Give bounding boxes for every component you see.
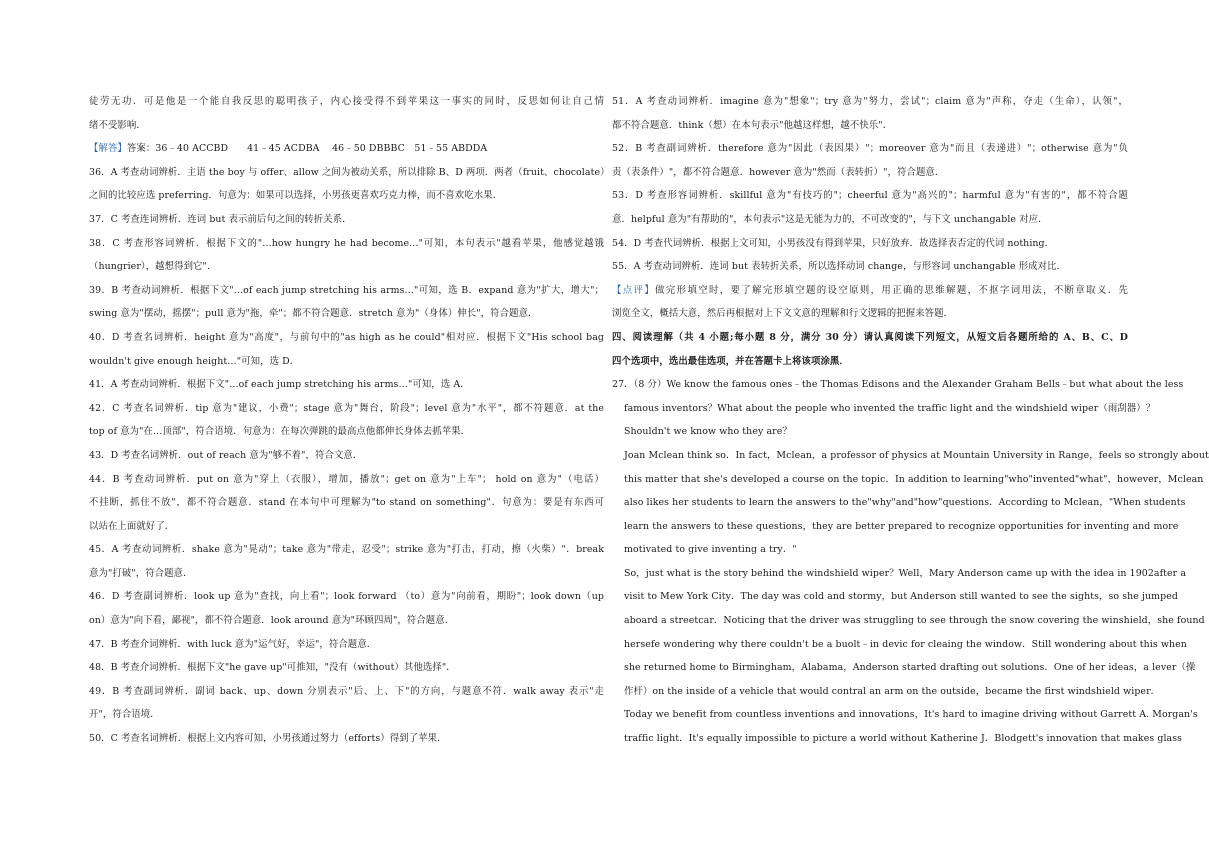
text-line xyxy=(89,137,604,161)
text-line xyxy=(89,538,604,562)
line-text: traffic light．It's equally impossible to picture a world without Katherine J．Blodgett's innovation that makes glass xyxy=(624,733,1183,745)
line-text: 46．D 考查副词辨析．look up 意为"查找，向上看"；look forward （to）意为"向前看，期盼"；look down（up xyxy=(89,591,604,603)
line-text: 47．B 考查介词辨析．with luck 意为"运气好，幸运"，符合题意． xyxy=(89,638,377,650)
text-line xyxy=(89,326,604,350)
line-text: 都不符合题意．think（想）在本句表示"他越这样想，越不快乐"． xyxy=(612,119,893,131)
text-line xyxy=(89,255,604,279)
line-text: 53．D 考查形容词辨析．skillful 意为"有技巧的"；cheerful 意为"高兴的"；harmful 意为"有害的"，都不符合题 xyxy=(612,190,1128,202)
line-text: 52．B 考查副词辨析．therefore 意为"因此（表因果）"；moreover 意为"而且（表递进）"；otherwise 意为"负 xyxy=(612,143,1128,155)
text-line xyxy=(89,302,604,326)
line-text: also likes her students to learn the answers to the"why"and"how"questions．According to Mclean，"When students xyxy=(624,497,1186,509)
line-text: hersefe wondering why there couldn't be a buolt﹣in devic for cleaing the window．Still wondering about this when xyxy=(624,638,1187,650)
text-line xyxy=(612,373,1184,397)
line-text: famous inventors？What about the people who invented the traffic light and the windshield wiper（雨刮器）？ xyxy=(624,402,1156,414)
text-line xyxy=(89,633,604,657)
text-line xyxy=(89,208,604,232)
text-line xyxy=(612,444,1209,468)
text-line xyxy=(612,420,1128,444)
line-text: on）意为"向下看，鄙视"，都不符合题意．look around 意为"环顾四周"，符合题意． xyxy=(89,615,455,627)
line-text: aboard a streetcar．Noticing that the driver was struggling to see through the snow covering the winshield，she found xyxy=(624,615,1205,627)
text-line xyxy=(612,515,1179,539)
section-tag: 【点评】 xyxy=(612,284,656,296)
line-text: 四、阅读理解（共 4 小题;每小题 8 分，满分 30 分）请认真阅读下列短文，从短文后各题所给的 A、B、C、D xyxy=(612,331,1128,343)
text-line xyxy=(612,656,1196,680)
text-line xyxy=(89,562,604,586)
line-text: top of 意为"在…顶部"，符合语境．句意为：在每次弹跳的最高点他都伸长身体去抓苹果． xyxy=(89,426,471,438)
line-text: swing 意为"摆动，摇摆"；pull 意为"拖，牵"；都不符合题意．stretch 意为"（身体）伸长"，符合题意． xyxy=(89,308,538,320)
line-text: Shouldn't we know who they are？ xyxy=(624,426,792,438)
text-line xyxy=(89,491,604,515)
line-text: 开"，符合语境． xyxy=(89,709,160,721)
text-line xyxy=(89,468,604,492)
text-line xyxy=(612,727,1183,751)
text-line xyxy=(612,302,1128,326)
line-text: （hungrier），越想得到它". xyxy=(89,261,211,273)
line-text: 42．C 考查名词辨析．tip 意为"建议，小费"；stage 意为"舞台，阶段"；level 意为"水平"，都不符题意．at the xyxy=(89,402,604,414)
text-line xyxy=(89,703,604,727)
text-line xyxy=(89,373,604,397)
line-text: visit to Mew York City．The day was cold and stormy，but Anderson still wanted to see the sights，so she jumped xyxy=(624,591,1179,603)
line-text: 以站在上面就好了． xyxy=(89,520,175,532)
line-text: 44．B 考查动词辨析．put on 意为"穿上（衣服），增加，播放"；get on 意为"上车"； hold on 意为"（电话） xyxy=(89,473,604,485)
line-text: 39．B 考查动词辨析．根据下文"…of each jump stretching his arms…"可知，选 B．expand 意为"扩大，增大"； xyxy=(89,284,604,296)
text-line xyxy=(612,114,1128,138)
line-text: Today we benefit from countless inventions and innovations，It's hard to imagine driving without Garrett A. Morgan's xyxy=(624,709,1198,721)
right-column xyxy=(612,90,1209,751)
line-text: 41．A 考查动词辨析．根据下文"…of each jump stretching his arms…"可知，选 A． xyxy=(89,379,470,391)
text-line xyxy=(612,703,1198,727)
text-line xyxy=(89,727,604,751)
text-line xyxy=(89,114,604,138)
text-line xyxy=(89,397,604,421)
line-text: 做完形填空时，要了解完形填空题的设空原则，用正确的思维解题，不抠字词用法，不断章取义．先 xyxy=(655,284,1128,296)
line-text: 答案：36﹣40 ACCBD 41﹣45 ACDBA 46﹣50 DBBBC 51﹣55 ABDDA xyxy=(126,143,488,155)
text-line xyxy=(612,232,1128,256)
line-text: 之间的比较应选 preferring．句意为：如果可以选择，小男孩更喜欢巧克力棒，而不喜欢吃水果． xyxy=(89,190,503,202)
text-line xyxy=(612,184,1128,208)
line-text: motivated to give inventing a try．" xyxy=(624,544,797,556)
line-text: 38．C 考查形容词辨析．根据下文的"…how hungry he had become…"可知，本句表示"越看苹果，他感觉越饿 xyxy=(89,237,604,249)
line-text: 51．A 考查动词辨析．imagine 意为"想象"；try 意为"努力，尝试"；claim 意为"声称，夺走（生命），认领"， xyxy=(612,96,1128,107)
text-line xyxy=(612,208,1128,232)
text-line xyxy=(89,515,604,539)
text-line xyxy=(89,184,604,208)
line-text: 意为"打破"，符合题意． xyxy=(89,567,193,579)
line-text: wouldn't give enough height…"可知，选 D． xyxy=(89,355,300,367)
text-line xyxy=(612,468,1204,492)
text-line xyxy=(612,585,1179,609)
text-line xyxy=(89,161,610,185)
section-tag: 【解答】 xyxy=(89,143,127,155)
line-text: 不挂断，抓住不放"，都不符合题意．stand 在本句中可理解为"to stand on something"．句意为：要是有东西可 xyxy=(89,497,604,509)
line-text: 四个选项中，选出最佳选项，并在答题卡上将该项涂黑． xyxy=(612,355,849,367)
text-line xyxy=(612,491,1186,515)
text-line xyxy=(612,137,1128,161)
line-text: 48．B 考查介词辨析．根据下文"he gave up"可推知，"没有（without）其他选择"． xyxy=(89,662,456,674)
line-text: 责（表条件）"，都不符合题意．however 意为"然而（表转折）"，符合题意． xyxy=(612,166,945,178)
line-text: this matter that she's developed a course on the topic．In addition to learning"who"invented"what"，however，Mclean xyxy=(624,473,1204,485)
text-line xyxy=(612,538,1128,562)
text-line xyxy=(612,90,1128,114)
line-text: 徒劳无功．可是他是一个能自我反思的聪明孩子，内心接受得不到苹果这一事实的同时，反思如何让自己情 xyxy=(89,96,604,107)
text-line xyxy=(612,255,1128,279)
line-text: 浏览全文，概括大意，然后再根据对上下文文意的理解和行文逻辑的把握来答题． xyxy=(612,308,954,320)
line-text: 37．C 考查连词辨析．连词 but 表示前后句之间的转折关系． xyxy=(89,213,352,225)
line-text: So，just what is the story behind the windshield wiper？Well，Mary Anderson came up with the idea in 1902after a xyxy=(624,567,1187,579)
text-line xyxy=(89,656,604,680)
text-line xyxy=(89,680,604,704)
line-text: 意．helpful 意为"有帮助的"，本句表示"这是无能为力的，不可改变的"，与下文 unchangable 对应． xyxy=(612,213,1048,225)
text-line xyxy=(612,680,1161,704)
text-line xyxy=(612,161,1128,185)
text-line xyxy=(89,232,604,256)
line-text: 55．A 考查动词辨析．连词 but 表转折关系，所以选择动词 change，与形容词 unchangable 形成对比． xyxy=(612,261,1067,273)
line-text: 40．D 考查名词辨析．height 意为"高度"，与前句中的"as high as he could"相对应．根据下文"His school bag xyxy=(89,331,604,343)
text-line xyxy=(89,279,604,303)
line-text: 54．D 考查代词辨析．根据上文可知，小男孩没有得到苹果，只好放弃．故选择表否定的代词 nothing． xyxy=(612,237,1055,249)
text-line xyxy=(89,420,604,444)
line-text: 作杆）on the inside of a vehicle that would contral an arm on the outside，became the first windshield wiper． xyxy=(624,685,1161,697)
text-line xyxy=(89,585,604,609)
line-text: 绪不受影响． xyxy=(89,119,146,131)
line-text: 49．B 考查副词辨析．副词 back、up、down 分别表示"后、上、下"的方向，与题意不符．walk away 表示"走 xyxy=(89,685,604,697)
line-text: 43．D 考查名词辨析．out of reach 意为"够不着"，符合文意． xyxy=(89,449,363,461)
line-text: 27．（8 分）We know the famous ones﹣the Thomas Edisons and the Alexander Graham Bells﹣but what about the less xyxy=(612,379,1184,391)
line-text: learn the answers to these questions，they are better prepared to recognize opportunities for inventing and more xyxy=(624,520,1179,532)
text-line xyxy=(89,350,604,374)
line-text: 50．C 考查名词辨析．根据上文内容可知，小男孩通过努力（efforts）得到了苹果． xyxy=(89,733,447,745)
line-text: 45．A 考查动词辨析．shake 意为"晃动"；take 意为"带走，忍受"；strike 意为"打击，打动，擦（火柴）"．break xyxy=(89,544,604,556)
text-line xyxy=(89,90,604,114)
left-column xyxy=(89,90,610,751)
text-line xyxy=(612,609,1205,633)
text-line xyxy=(612,326,1128,350)
line-text: she returned home to Birmingham，Alabama，Anderson started drafting out solutions．One of her ideas，a lever（操 xyxy=(624,662,1196,674)
text-line xyxy=(612,633,1187,657)
text-line xyxy=(612,350,1128,374)
line-text: 36．A 考查动词辨析．主语 the boy 与 offer、allow 之间为被动关系，所以排除 B、D 两项．两者（fruit、chocolate） xyxy=(89,166,610,178)
text-line xyxy=(612,397,1156,421)
text-line xyxy=(89,609,604,633)
text-line xyxy=(89,444,604,468)
line-text: Joan Mclean think so．In fact，Mclean，a professor of physics at Mountain University in Range，feels so strongly about xyxy=(624,449,1209,461)
text-line xyxy=(612,279,1128,303)
text-line xyxy=(612,562,1187,586)
